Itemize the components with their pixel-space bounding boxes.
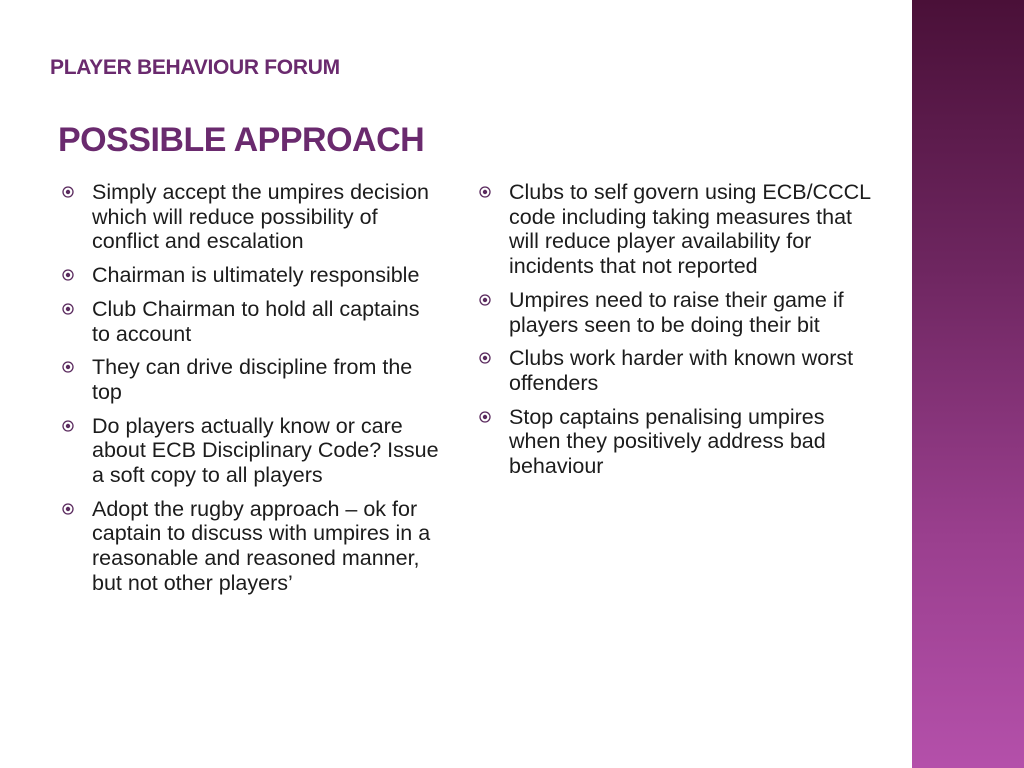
bullet-text: They can drive discipline from the top <box>92 355 413 404</box>
circled-dot-icon <box>479 186 491 198</box>
bullet-text: Umpires need to raise their game if players seen to be doing their bit <box>509 287 844 337</box>
bullet-text: Adopt the rugby approach – ok for captain to discuss with umpires in a reasonable and reasoned manner, but not other players’ <box>92 496 431 595</box>
bullet-text: Clubs to self govern using ECB/CCCL code including taking measures that will reduce player availability for incidents that not reported <box>509 180 871 279</box>
slide-subtitle: PLAYER BEHAVIOUR FORUM <box>50 56 340 79</box>
left-bullet-list <box>60 180 440 605</box>
bullet-item <box>60 297 440 346</box>
circled-dot-icon <box>62 503 74 515</box>
bullet-text: Do players actually know or care about ECB Disciplinary Code? Issue a soft copy to all players <box>92 413 439 488</box>
circled-dot-icon <box>479 352 491 364</box>
bullet-item <box>60 180 440 254</box>
bullet-text: Simply accept the umpires decision which will reduce possibility of conflict and escalation <box>92 180 429 254</box>
circled-dot-icon <box>62 303 74 315</box>
bullet-text: Stop captains penalising umpires when they positively address bad behaviour <box>509 404 826 479</box>
bullet-item <box>477 405 877 479</box>
right-bullet-list <box>477 180 877 488</box>
bullet-item <box>60 355 440 404</box>
circled-dot-icon <box>62 420 74 432</box>
bullet-text: Club Chairman to hold all captains to account <box>92 296 420 346</box>
circled-dot-icon <box>479 411 491 423</box>
bullet-item <box>60 263 440 288</box>
slide-title: POSSIBLE APPROACH <box>58 121 425 159</box>
bullet-text: Clubs work harder with known worst offenders <box>509 346 854 395</box>
bullet-item <box>60 497 440 596</box>
circled-dot-icon <box>62 186 74 198</box>
circled-dot-icon <box>62 269 74 281</box>
bullet-item <box>477 288 877 337</box>
bullet-item <box>60 414 440 488</box>
bullet-text: Chairman is ultimately responsible <box>92 263 420 288</box>
decorative-side-bar <box>912 0 1024 768</box>
bullet-item <box>477 346 877 395</box>
circled-dot-icon <box>479 294 491 306</box>
bullet-item <box>477 180 877 279</box>
circled-dot-icon <box>62 361 74 373</box>
